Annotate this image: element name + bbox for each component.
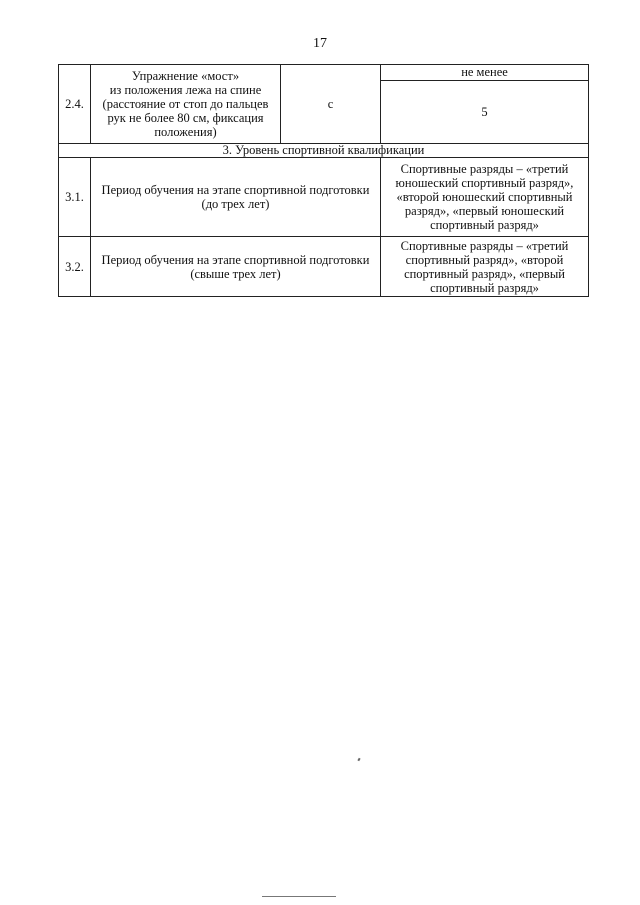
training-period: Период обучения на этапе спортивной подготовки (свыше трех лет)	[91, 237, 381, 297]
unit-of-measure: с	[281, 65, 381, 144]
row-number: 3.1.	[59, 158, 91, 237]
row-number: 2.4.	[59, 65, 91, 144]
norm-value: 5	[381, 80, 589, 143]
row-number: 3.2.	[59, 237, 91, 297]
table-row-3-2	[59, 237, 589, 297]
table-row-2-4	[59, 65, 589, 81]
qualification-requirement: Спортивные разряды – «третий спортивный разряд», «второй спортивный разряд», «первый спортивный разряд»	[381, 237, 589, 297]
page-number: 17	[313, 36, 327, 51]
value-header: не менее	[381, 65, 589, 81]
table-row-3-1	[59, 158, 589, 237]
section-row-3	[59, 144, 589, 158]
requirements-table	[58, 64, 589, 297]
scan-edge-mark	[262, 896, 336, 897]
training-period: Период обучения на этапе спортивной подготовки (до трех лет)	[91, 158, 381, 237]
scan-speck	[357, 758, 360, 762]
section-title: 3. Уровень спортивной квалификации	[59, 144, 589, 158]
qualification-requirement: Спортивные разряды – «третий юношеский спортивный разряд», «второй юношеский спортивный разряд», «первый юношеский спортивный разряд»	[381, 158, 589, 237]
exercise-name: Упражнение «мост» из положения лежа на спине (расстояние от стоп до пальцев рук не более 80 см, фиксация положения)	[91, 65, 281, 144]
